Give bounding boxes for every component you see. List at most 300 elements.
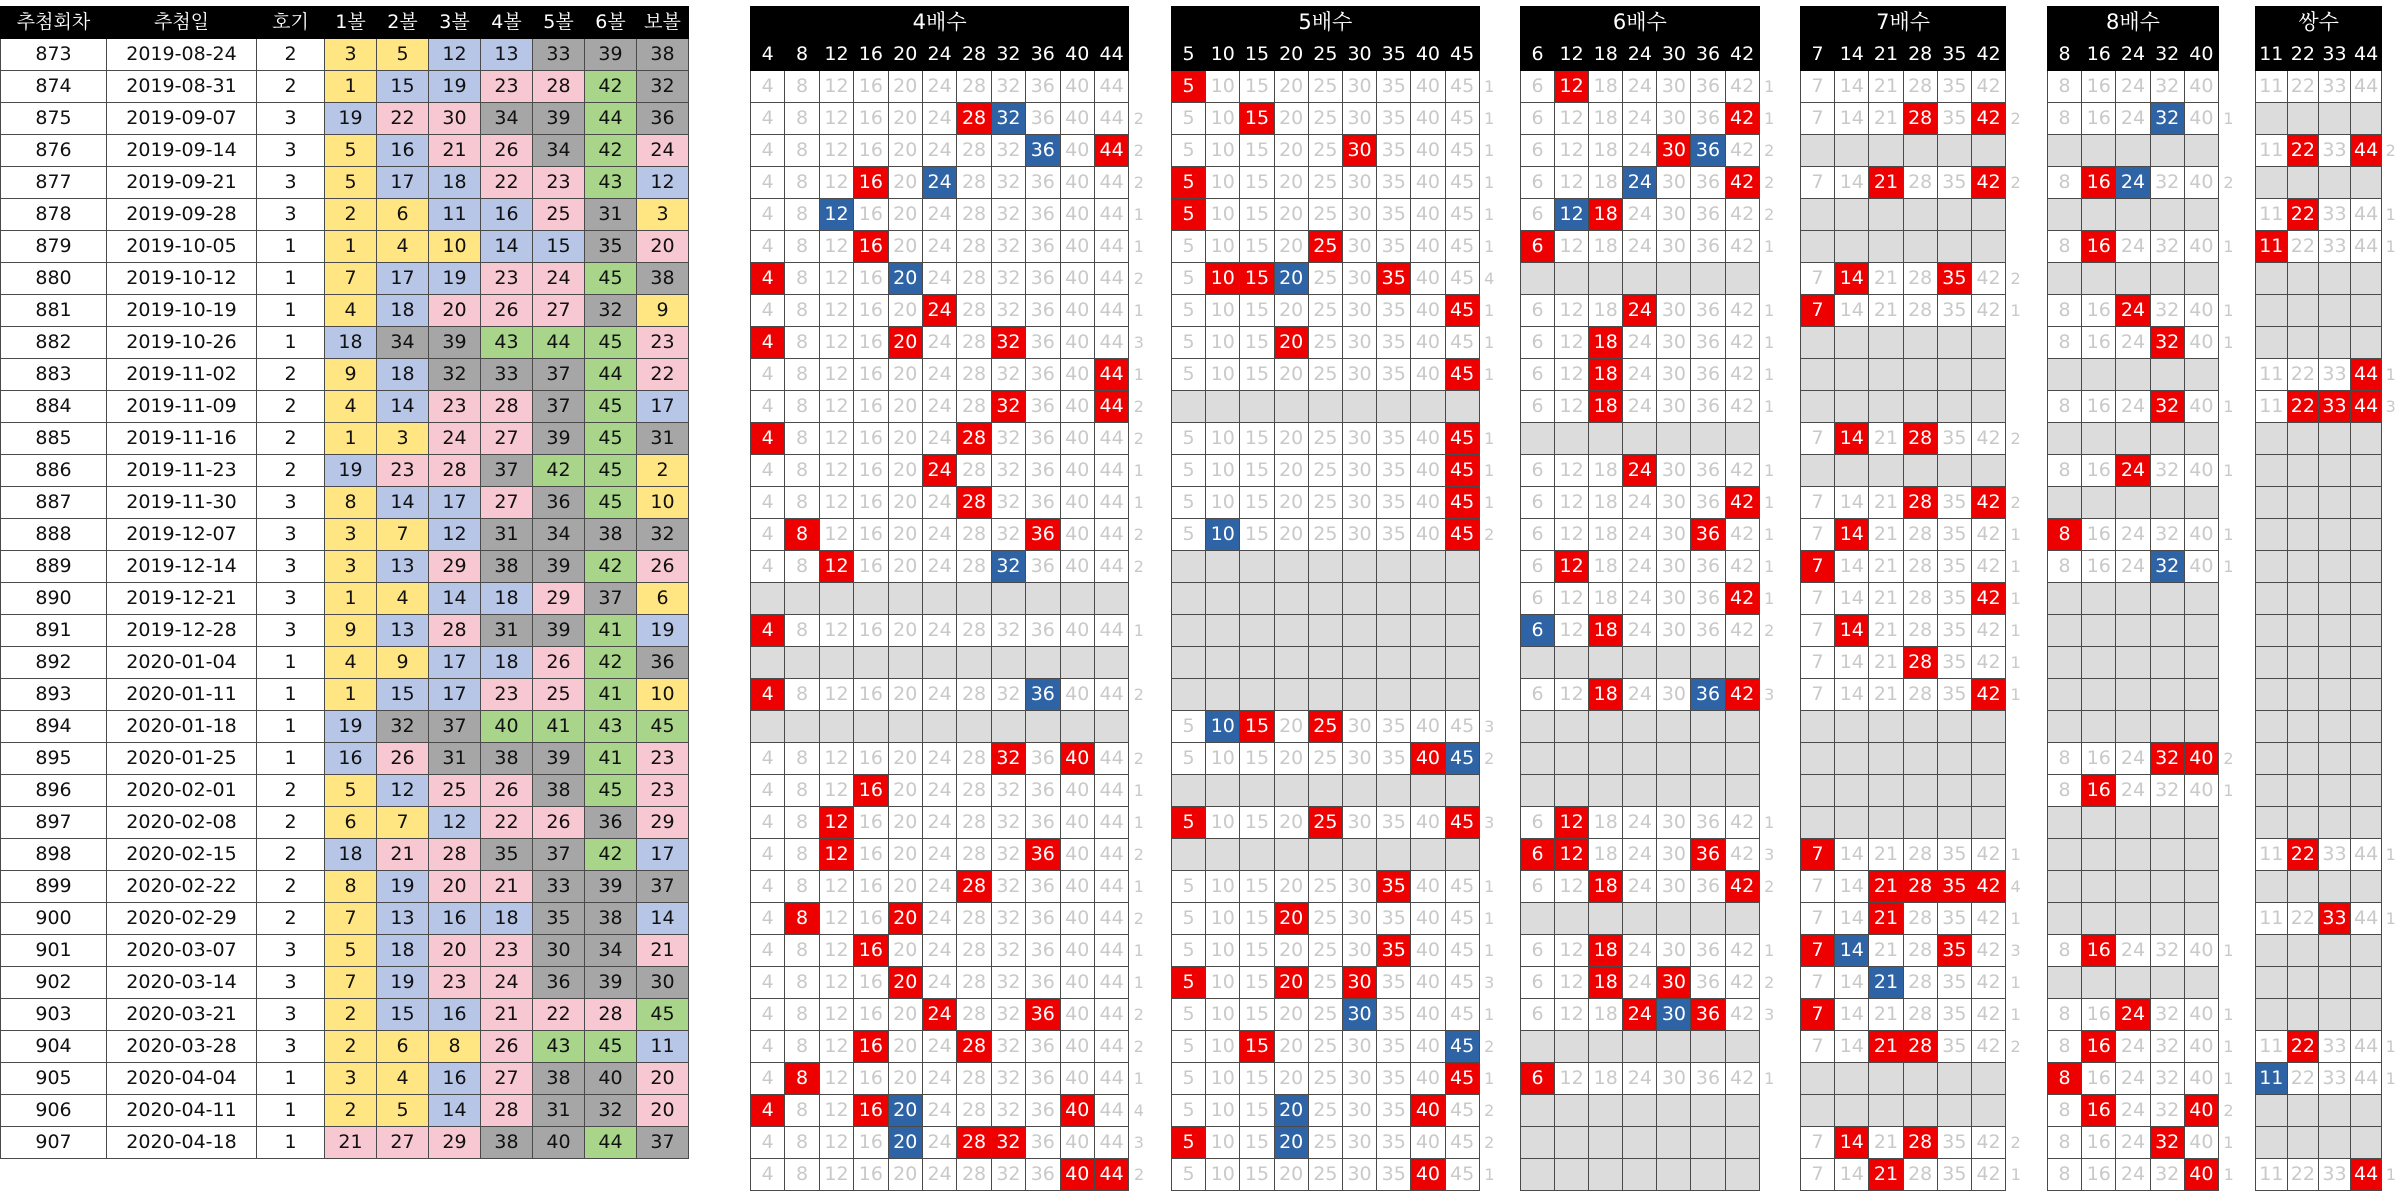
hit-count: 1 [2218, 1127, 2238, 1159]
table-row [1801, 903, 2026, 935]
multiple-cell: 32 [2150, 455, 2184, 487]
multiple-cell: 35 [1377, 135, 1411, 167]
ball-cell: 9 [325, 359, 377, 391]
multiple-cell: 33 [2319, 135, 2351, 167]
multiple-cell: 28 [1903, 167, 1937, 199]
multiple-cell: 18 [1589, 999, 1623, 1031]
multiple-cell: 10 [1206, 679, 1240, 711]
multiple-cell: 11 [2256, 519, 2288, 551]
round-header: 추첨회차 [1, 7, 107, 39]
multiple-cell: 14 [1835, 743, 1869, 775]
hit-count [2382, 1095, 2400, 1127]
multiple-cell: 5 [1172, 455, 1206, 487]
hit-count [2218, 807, 2238, 839]
multiple-cell: 16 [2082, 1095, 2116, 1127]
ball-cell: 17 [429, 647, 481, 679]
multiple-cell: 16 [2082, 839, 2116, 871]
hit-count [1759, 743, 1779, 775]
ball-cell: 43 [481, 327, 533, 359]
ball-cell: 39 [533, 615, 585, 647]
multiple-cell: 16 [2082, 647, 2116, 679]
multiple-block-m5 [1171, 6, 1500, 1191]
hit-count: 2 [1759, 967, 1779, 999]
multiple-cell: 12 [1555, 871, 1589, 903]
multiple-cell: 32 [2150, 583, 2184, 615]
multiple-cell: 7 [1801, 551, 1835, 583]
hit-count: 2 [1759, 199, 1779, 231]
hit-count [2382, 327, 2400, 359]
multiple-cell: 18 [1589, 135, 1623, 167]
table-row [1801, 167, 2026, 199]
table-row [1172, 679, 1500, 711]
ball-cell: 16 [429, 999, 481, 1031]
hit-count: 1 [2218, 295, 2238, 327]
multiple-cell: 12 [1555, 743, 1589, 775]
table-row [2048, 903, 2239, 935]
ball-cell: 39 [429, 327, 481, 359]
multiple-cell: 32 [2150, 775, 2184, 807]
multiple-cell: 33 [2319, 551, 2351, 583]
multiple-cell: 36 [1026, 903, 1060, 935]
hit-count: 1 [2218, 455, 2238, 487]
multiple-cell: 25 [1308, 199, 1342, 231]
table-row [1172, 839, 1500, 871]
ball-cell: 36 [585, 807, 637, 839]
ball-cell: 23 [481, 935, 533, 967]
multiple-cell: 20 [888, 423, 922, 455]
multiple-cell: 21 [1869, 1127, 1903, 1159]
draw-date: 2019-11-30 [107, 487, 257, 519]
multiple-cell: 24 [2116, 487, 2150, 519]
multiple-cell: 6 [1521, 423, 1555, 455]
hit-count: 1 [1129, 807, 1149, 839]
multiple-cell: 10 [1206, 423, 1240, 455]
multiple-cell: 20 [888, 327, 922, 359]
ball-cell: 26 [481, 775, 533, 807]
multiple-cell: 7 [1801, 359, 1835, 391]
multiple-cell: 33 [2319, 967, 2351, 999]
multiple-title: 4배수 [751, 7, 1129, 39]
draw-date: 2019-09-07 [107, 103, 257, 135]
multiple-cell: 30 [1657, 711, 1691, 743]
multiple-cell: 10 [1206, 999, 1240, 1031]
multiple-cell: 15 [1240, 647, 1274, 679]
multiple-cell: 25 [1308, 1127, 1342, 1159]
multiple-cell: 25 [1308, 487, 1342, 519]
table-row [1, 711, 689, 743]
multiple-cell: 30 [1657, 359, 1691, 391]
ball-cell: 24 [637, 135, 689, 167]
hit-count [1759, 1159, 1779, 1191]
multiple-cell: 4 [751, 871, 785, 903]
multiple-cell: 44 [2350, 647, 2382, 679]
multiple-cell: 6 [1521, 775, 1555, 807]
ball-header: 2볼 [377, 7, 429, 39]
ball-cell: 45 [585, 327, 637, 359]
multiple-cell: 35 [1937, 903, 1971, 935]
multiple-cell: 12 [819, 967, 853, 999]
multiple-cell: 40 [1411, 1063, 1445, 1095]
multiple-cell: 12 [1555, 679, 1589, 711]
multiple-cell: 16 [854, 359, 888, 391]
multiple-cell: 16 [854, 871, 888, 903]
hit-count [1129, 711, 1149, 743]
hit-count: 3 [1129, 1127, 1149, 1159]
round-number: 884 [1, 391, 107, 423]
ball-cell: 42 [585, 135, 637, 167]
table-row [1521, 551, 1780, 583]
table-row [1801, 711, 2026, 743]
hit-count: 1 [1479, 455, 1499, 487]
multiple-cell: 11 [2256, 135, 2288, 167]
table-row [1801, 647, 2026, 679]
multiple-number-header: 10 [1206, 39, 1240, 71]
multiple-cell: 6 [1521, 103, 1555, 135]
multiple-cell: 24 [922, 423, 956, 455]
multiple-cell: 44 [1094, 807, 1128, 839]
multiple-cell: 16 [854, 263, 888, 295]
multiple-cell: 10 [1206, 711, 1240, 743]
multiple-cell: 12 [819, 423, 853, 455]
hit-count [2006, 135, 2026, 167]
multiple-cell: 24 [2116, 327, 2150, 359]
multiple-cell: 40 [2184, 1095, 2218, 1127]
ball-cell: 32 [585, 295, 637, 327]
multiple-cell: 40 [1411, 871, 1445, 903]
multiple-cell: 40 [2184, 1159, 2218, 1191]
table-row [751, 135, 1149, 167]
multiple-cell: 8 [2048, 1159, 2082, 1191]
multiple-cell: 45 [1445, 839, 1479, 871]
multiple-cell: 15 [1240, 1159, 1274, 1191]
multiple-cell: 40 [1411, 1159, 1445, 1191]
ball-cell: 2 [325, 1031, 377, 1063]
multiple-cell: 36 [1026, 967, 1060, 999]
multiple-cell: 32 [991, 487, 1025, 519]
machine-number: 2 [257, 839, 325, 871]
hit-count: 1 [2382, 839, 2400, 871]
multiple-cell: 36 [1026, 839, 1060, 871]
hit-count: 1 [1479, 935, 1499, 967]
table-row [1172, 551, 1500, 583]
multiple-cell: 40 [1060, 679, 1094, 711]
multiple-cell: 35 [1377, 615, 1411, 647]
table-row [1172, 903, 1500, 935]
multiple-cell: 5 [1172, 647, 1206, 679]
multiple-cell: 44 [1094, 487, 1128, 519]
table-row [2048, 967, 2239, 999]
round-number: 900 [1, 903, 107, 935]
multiple-cell: 40 [2184, 871, 2218, 903]
multiple-cell: 35 [1377, 807, 1411, 839]
multiple-cell: 4 [751, 551, 785, 583]
multiple-cell: 7 [1801, 135, 1835, 167]
table-row [2048, 1095, 2239, 1127]
multiple-cell: 20 [888, 1095, 922, 1127]
multiple-cell: 10 [1206, 967, 1240, 999]
multiple-cell: 30 [1342, 583, 1376, 615]
multiple-cell: 8 [2048, 999, 2082, 1031]
multiple-cell: 20 [1274, 231, 1308, 263]
ball-cell: 32 [637, 519, 689, 551]
multiple-cell: 7 [1801, 1127, 1835, 1159]
table-row [751, 487, 1149, 519]
multiple-cell: 12 [1555, 935, 1589, 967]
multiple-cell: 42 [1725, 583, 1759, 615]
multiple-cell: 40 [2184, 391, 2218, 423]
multiple-cell: 45 [1445, 487, 1479, 519]
draw-date: 2019-09-21 [107, 167, 257, 199]
multiple-cell: 24 [2116, 391, 2150, 423]
multiple-cell: 35 [1937, 679, 1971, 711]
multiple-cell: 32 [2150, 487, 2184, 519]
multiple-cell: 8 [785, 71, 819, 103]
multiple-cell: 18 [1589, 199, 1623, 231]
hit-count: 1 [2006, 551, 2026, 583]
table-row [1, 167, 689, 199]
multiple-cell: 4 [751, 1095, 785, 1127]
ball-cell: 5 [325, 167, 377, 199]
multiple-cell: 20 [1274, 935, 1308, 967]
machine-number: 2 [257, 39, 325, 71]
multiple-cell: 12 [1555, 359, 1589, 391]
multiple-cell: 8 [785, 903, 819, 935]
multiple-cell: 12 [1555, 295, 1589, 327]
table-row [1521, 935, 1780, 967]
multiple-cell: 4 [751, 807, 785, 839]
multiple-cell: 36 [1691, 551, 1725, 583]
multiple-cell: 14 [1835, 455, 1869, 487]
multiple-cell: 42 [1971, 199, 2005, 231]
multiple-cell: 40 [1060, 615, 1094, 647]
hit-count: 2 [1479, 1127, 1499, 1159]
multiple-cell: 42 [1971, 807, 2005, 839]
multiple-cell: 30 [1657, 647, 1691, 679]
ball-cell: 19 [325, 711, 377, 743]
multiple-cell: 21 [1869, 1031, 1903, 1063]
multiple-cell: 30 [1657, 551, 1691, 583]
multiple-cell: 8 [2048, 743, 2082, 775]
multiple-cell: 28 [1903, 935, 1937, 967]
multiple-cell: 18 [1589, 1159, 1623, 1191]
multiple-cell: 40 [2184, 583, 2218, 615]
multiple-cell: 20 [888, 871, 922, 903]
multiple-number-header: 32 [991, 39, 1025, 71]
ball-cell: 5 [377, 1095, 429, 1127]
multiple-cell: 42 [1971, 295, 2005, 327]
multiple-cell: 7 [1801, 455, 1835, 487]
multiple-cell: 14 [1835, 1095, 1869, 1127]
multiple-cell: 4 [751, 231, 785, 263]
machine-number: 3 [257, 967, 325, 999]
machine-number: 1 [257, 647, 325, 679]
ball-cell: 6 [637, 583, 689, 615]
ball-cell: 21 [377, 839, 429, 871]
hit-count [2218, 583, 2238, 615]
multiple-cell: 40 [1411, 775, 1445, 807]
multiple-cell: 45 [1445, 903, 1479, 935]
multiple-cell: 16 [2082, 1031, 2116, 1063]
hit-count [2382, 647, 2400, 679]
multiple-cell: 42 [1725, 967, 1759, 999]
multiple-cell: 22 [2287, 615, 2319, 647]
hit-count [2218, 71, 2238, 103]
round-number: 893 [1, 679, 107, 711]
multiple-cell: 32 [991, 615, 1025, 647]
table-row [751, 1063, 1149, 1095]
machine-number: 1 [257, 743, 325, 775]
multiple-cell: 14 [1835, 423, 1869, 455]
table-row [2256, 1063, 2400, 1095]
hit-count [1479, 551, 1499, 583]
multiple-cell: 35 [1377, 455, 1411, 487]
multiple-cell: 30 [1342, 615, 1376, 647]
round-number: 904 [1, 1031, 107, 1063]
multiple-cell: 30 [1342, 359, 1376, 391]
table-row [1801, 519, 2026, 551]
multiple-cell: 40 [1411, 1031, 1445, 1063]
multiple-cell: 28 [957, 679, 991, 711]
ball-cell: 36 [533, 967, 585, 999]
multiple-cell: 20 [888, 807, 922, 839]
multiple-number-header: 6 [1521, 39, 1555, 71]
multiple-cell: 24 [922, 231, 956, 263]
multiple-cell: 20 [1274, 903, 1308, 935]
multiple-cell: 25 [1308, 775, 1342, 807]
multiple-cell: 32 [991, 1063, 1025, 1095]
hit-count [2382, 967, 2400, 999]
table-row [1801, 135, 2026, 167]
multiple-cell: 8 [2048, 679, 2082, 711]
multiple-cell: 5 [1172, 903, 1206, 935]
round-number: 905 [1, 1063, 107, 1095]
ball-cell: 9 [377, 647, 429, 679]
hit-count [1129, 647, 1149, 679]
multiple-cell: 5 [1172, 967, 1206, 999]
draw-date: 2019-10-12 [107, 263, 257, 295]
table-row [751, 71, 1149, 103]
draw-date: 2019-09-28 [107, 199, 257, 231]
hit-count [2218, 199, 2238, 231]
multiple-cell: 36 [1691, 1127, 1725, 1159]
multiple-cell: 12 [1555, 1159, 1589, 1191]
multiple-cell: 36 [1026, 935, 1060, 967]
ball-cell: 18 [481, 647, 533, 679]
multiple-cell: 4 [751, 391, 785, 423]
ball-cell: 44 [585, 103, 637, 135]
machine-number: 1 [257, 327, 325, 359]
multiple-cell: 32 [991, 423, 1025, 455]
multiple-cell: 44 [2350, 775, 2382, 807]
hit-count: 1 [2006, 839, 2026, 871]
hit-count: 1 [1759, 71, 1779, 103]
ball-cell: 35 [481, 839, 533, 871]
multiple-cell: 8 [2048, 711, 2082, 743]
multiple-cell: 12 [819, 231, 853, 263]
multiple-cell: 6 [1521, 167, 1555, 199]
ball-cell: 45 [585, 391, 637, 423]
ball-cell: 29 [429, 551, 481, 583]
multiple-number-header: 33 [2319, 39, 2351, 71]
multiple-cell: 6 [1521, 999, 1555, 1031]
hit-count: 1 [1479, 871, 1499, 903]
hit-count [2382, 167, 2400, 199]
multiple-cell: 22 [2287, 423, 2319, 455]
multiple-number-header: 16 [854, 39, 888, 71]
multiple-cell: 12 [1555, 775, 1589, 807]
multiple-cell: 32 [991, 1159, 1025, 1191]
multiple-cell: 24 [922, 71, 956, 103]
multiple-cell: 4 [751, 423, 785, 455]
ball-cell: 12 [429, 519, 481, 551]
multiple-cell: 6 [1521, 615, 1555, 647]
multiple-cell: 24 [1623, 519, 1657, 551]
multiple-cell: 36 [1691, 807, 1725, 839]
multiple-cell: 22 [2287, 1095, 2319, 1127]
hit-count: 2 [1759, 167, 1779, 199]
multiple-cell: 8 [2048, 135, 2082, 167]
table-row [1521, 327, 1780, 359]
multiple-cell: 40 [1411, 583, 1445, 615]
table-row [2048, 583, 2239, 615]
ball-cell: 26 [637, 551, 689, 583]
hit-count: 1 [2382, 359, 2400, 391]
multiple-cell: 36 [1691, 487, 1725, 519]
round-number: 886 [1, 455, 107, 487]
multiple-cell: 12 [819, 487, 853, 519]
hit-count: 1 [1759, 455, 1779, 487]
multiple-cell: 32 [991, 583, 1025, 615]
multiple-cell: 42 [1971, 391, 2005, 423]
multiple-cell: 12 [819, 167, 853, 199]
hit-count: 2 [1759, 135, 1779, 167]
multiple-block-md [2255, 6, 2400, 1191]
multiple-cell: 30 [1657, 871, 1691, 903]
ball-cell: 36 [637, 647, 689, 679]
table-row [2048, 199, 2239, 231]
multiple-cell: 36 [1691, 775, 1725, 807]
multiple-cell: 20 [1274, 999, 1308, 1031]
multiple-cell: 18 [1589, 1031, 1623, 1063]
ball-cell: 29 [533, 583, 585, 615]
multiple-cell: 36 [1026, 999, 1060, 1031]
multiple-cell: 28 [1903, 967, 1937, 999]
table-row [1521, 423, 1780, 455]
multiple-cell: 28 [957, 743, 991, 775]
multiple-cell: 11 [2256, 71, 2288, 103]
multiple-cell: 32 [2150, 807, 2184, 839]
multiple-cell: 5 [1172, 743, 1206, 775]
multiple-cell: 11 [2256, 807, 2288, 839]
multiple-cell: 30 [1657, 1031, 1691, 1063]
multiple-cell: 15 [1240, 71, 1274, 103]
multiple-cell: 40 [1411, 551, 1445, 583]
table-row [1, 199, 689, 231]
table-row [751, 999, 1149, 1031]
multiple-cell: 12 [1555, 839, 1589, 871]
hit-count: 2 [2006, 1031, 2026, 1063]
round-number: 895 [1, 743, 107, 775]
multiple-cell: 4 [751, 455, 785, 487]
table-row [1, 263, 689, 295]
multiple-cell: 40 [2184, 551, 2218, 583]
table-row [751, 871, 1149, 903]
multiple-cell: 45 [1445, 1159, 1479, 1191]
multiple-cell: 24 [1623, 807, 1657, 839]
hit-count: 2 [1129, 423, 1149, 455]
hit-count: 1 [2006, 615, 2026, 647]
hit-count: 1 [1479, 999, 1499, 1031]
